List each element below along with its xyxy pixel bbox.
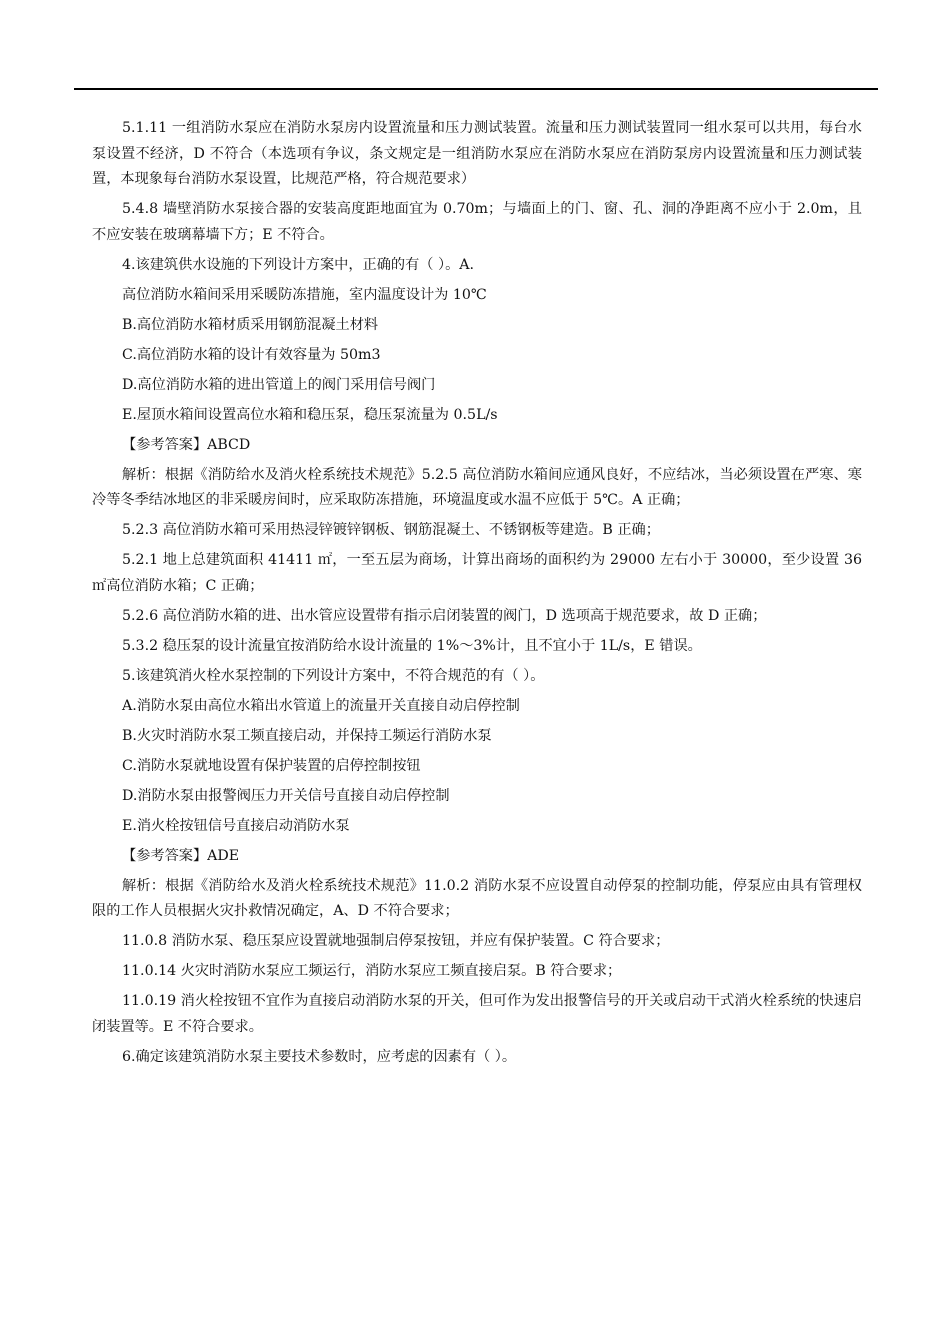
paragraph: 5.4.8 墙壁消防水泵接合器的安装高度距地面宜为 0.70m；与墙面上的门、窗、孔、洞的净距离不应小于 2.0m，且不应安装在玻璃幕墙下方；E 不符合。 xyxy=(92,201,862,243)
paragraph: 【参考答案】ADE xyxy=(122,847,240,864)
paragraph: 高位消防水箱间采用采暖防冻措施，室内温度设计为 10℃ xyxy=(122,286,487,303)
header-rule xyxy=(74,88,878,90)
paragraph: 解析：根据《消防给水及消火栓系统技术规范》11.0.2 消防水泵不应设置自动停泵的控制功能，停泵应由具有管理权限的工作人员根据火灾扑救情况确定，A、D 不符合要求； xyxy=(92,877,862,919)
paragraph: 11.0.19 消火栓按钮不宜作为直接启动消防水泵的开关，但可作为发出报警信号的开关或启动干式消火栓系统的快速启闭装置等。E 不符合要求。 xyxy=(92,993,862,1035)
paragraph: 解析：根据《消防给水及消火栓系统技术规范》5.2.5 高位消防水箱间应通风良好，不应结冰，当必须设置在严寒、寒冷等冬季结冰地区的非采暖房间时，应采取防冻措施，环境温度或水温不应低于 5℃。A 正确； xyxy=(92,466,862,508)
paragraph: 5.1.11 一组消防水泵应在消防水泵房内设置流量和压力测试装置。流量和压力测试装置同一组水泵可以共用，每台水泵设置不经济，D 不符合（本选项有争议，条文规定是一组消防水泵应在消防水泵应在消防泵房内设置流量和压力测试装置，本现象每台消防水泵设置，比规范严格，符合规范要求） xyxy=(92,120,862,187)
paragraph: C.高位消防水箱的设计有效容量为 50m3 xyxy=(122,346,381,363)
paragraph: A.消防水泵由高位水箱出水管道上的流量开关直接自动启停控制 xyxy=(122,697,520,714)
paragraph: 11.0.8 消防水泵、稳压泵应设置就地强制启停泵按钮，并应有保护装置。C 符合要求； xyxy=(122,933,670,949)
paragraph: 5.2.6 高位消防水箱的进、出水管应设置带有指示启闭装置的阀门，D 选项高于规范要求，故 D 正确； xyxy=(122,607,767,624)
paragraph: 5.3.2 稳压泵的设计流量宜按消防给水设计流量的 1%～3%计，且不宜小于 1L/s，E 错误。 xyxy=(122,637,702,654)
paragraph: E.屋顶水箱间设置高位水箱和稳压泵，稳压泵流量为 0.5L/s xyxy=(122,406,498,423)
paragraph: B.火灾时消防水泵工频直接启动，并保持工频运行消防水泵 xyxy=(122,727,492,744)
paragraph: C.消防水泵就地设置有保护装置的启停控制按钮 xyxy=(122,757,421,774)
paragraph: D.高位消防水箱的进出管道上的阀门采用信号阀门 xyxy=(122,376,436,393)
paragraph: D.消防水泵由报警阀压力开关信号直接自动启停控制 xyxy=(122,787,450,804)
paragraph: 11.0.14 火灾时消防水泵应工频运行，消防水泵应工频直接启泵。B 符合要求； xyxy=(122,963,622,979)
paragraph: 5.2.3 高位消防水箱可采用热浸锌镀锌钢板、钢筋混凝土、不锈钢板等建造。B 正确； xyxy=(122,522,660,538)
paragraph: B.高位消防水箱材质采用钢筋混凝土材料 xyxy=(122,316,379,333)
document-body xyxy=(92,116,862,1075)
paragraph: 5.2.1 地上总建筑面积 41411 ㎡，一至五层为商场，计算出商场的面积约为 29000 左右小于 30000，至少设置 36 ㎡高位消防水箱；C 正确； xyxy=(92,552,862,594)
paragraph: 【参考答案】ABCD xyxy=(122,436,251,453)
paragraph: E.消火栓按钮信号直接启动消防水泵 xyxy=(122,817,350,834)
paragraph: 4.该建筑供水设施的下列设计方案中，正确的有（ ）。A. xyxy=(122,256,475,273)
paragraph: 5.该建筑消火栓水泵控制的下列设计方案中，不符合规范的有（ ）。 xyxy=(122,667,545,684)
paragraph: 6.确定该建筑消防水泵主要技术参数时，应考虑的因素有（ ）。 xyxy=(122,1048,517,1065)
